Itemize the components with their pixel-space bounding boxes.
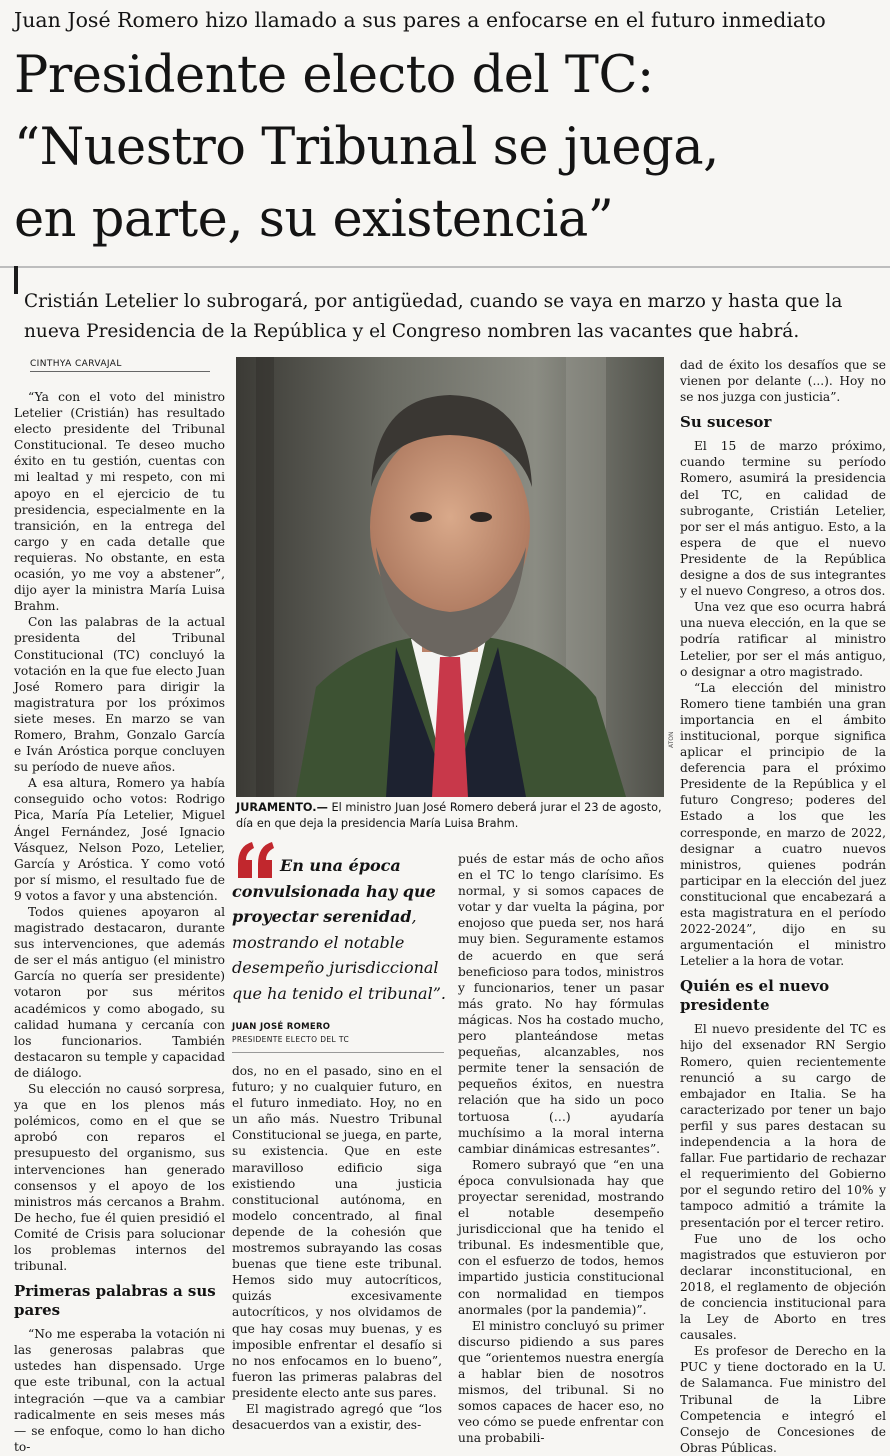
paragraph: “No me esperaba la votación ni las generosas palabras que ustedes han dispensado. Urge que este tribunal, con la actual integración —que va a cambiar radicalmente en seis meses más— se enfoque, como lo han dicho to- (14, 1327, 225, 1454)
portrait-photo (236, 357, 664, 797)
pull-quote-lead: En una época convulsionada hay que proyectar serenidad (232, 856, 436, 927)
paragraph: El 15 de marzo próximo, cuando termine su período Romero, asumirá la presidencia del TC, en calidad de subrogante, Cristián Letelier, por ser el más antiguo. Esto, a la espera de que el nuevo Presidente de la República designe a dos de sus integrantes y el nuevo Congreso, a otros dos. (680, 439, 886, 599)
headline-line-2: “Nuestro Tribunal se juega, (14, 118, 719, 177)
portrait-illustration (236, 357, 664, 797)
deck-line-2: nueva Presidencia de la República y el Congreso nombren las vacantes que habrá. (24, 321, 800, 342)
article-column-4 (680, 357, 886, 1455)
paragraph: Todos quienes apoyaron al magistrado destacaron, durante sus intervenciones, que además de ser el más antiguo (el ministro García no quería ser presidente) votaron por sus méritos académicos y como abogado, su calidad humana y cercanía con los funcionarios. También destacaron su temple y capacidad de diálogo. (14, 905, 225, 1080)
pull-quote-rest: , mostrando el notable desempeño jurisdiccional que ha tenido el tribunal”. (232, 907, 446, 1003)
paragraph: El magistrado agregó que “los desacuerdos van a existir, des- (232, 1401, 442, 1433)
article-column-3 (458, 851, 664, 1446)
byline: CINTHYA CARVAJAL (30, 359, 210, 372)
pull-quote (232, 853, 446, 1007)
paragraph: Su elección no causó sorpresa, ya que en los plenos más polémicos, como en el que se aprobó con reparos el presupuesto del organismo, sus intervenciones han generado consensos y el apoyo de los ministros más cercanos a Brahm. De hecho, fue él quien presidió el Comité de Crisis para solucionar los problemas internos del tribunal. (14, 1082, 225, 1274)
subhead-primeras-palabras: Primeras palabras a sus pares (14, 1282, 216, 1320)
pull-quote-attribution-name: JUAN JOSÉ ROMERO (232, 1022, 331, 1032)
deck-marker (14, 266, 18, 294)
paragraph: Romero subrayó que “en una época convulsionada hay que proyectar serenidad, mostrando el notable desempeño jurisdiccional que ha tenido el tribunal. Es indesmentible que, con el esfuerzo de todos, hemos impartido justicia constitucional con normalidad en tiempos anormales (por la pandemia)”. (458, 1157, 664, 1317)
headline-line-3: en parte, su existencia” (14, 190, 614, 249)
paragraph: Con las palabras de la actual presidenta del Tribunal Constitucional (TC) concluyó la votación en la que fue electo Juan José Romero para dirigir la magistratura por los próximos siete meses. En marzo se van Romero, Brahm, Gonzalo García e Iván Aróstica porque concluyen su período de nueve años. (14, 615, 225, 775)
paragraph: “La elección del ministro Romero tiene también una gran importancia en el ámbito institucional, porque significa aplicar el principio de la deferencia para el próximo Presidente de la República y el futuro Congreso; poderes del Estado a los que les corresponde, en marzo de 2022, designar a cuatro nuevos ministros, quienes podrán participar en la elección del juez constitucional que encabezará a esta magistratura en el período 2022-2024”, dijo en su argumentación el ministro Letelier a la hora de votar. (680, 680, 886, 969)
article-column-2 (232, 1063, 442, 1435)
paragraph: “Ya con el voto del ministro Letelier (Cristián) has resultado electo presidente del Tribunal Constitucional. Te deseo mucho éxito en tu gestión, cuentas con mi lealtad y mi respeto, con mi apoyo en el ejercicio de tu presidencia, especialmente en la transición, en la entrega del cargo y en cada detalle que requieras. No obstante, en esta ocasión, yo me voy a abstener”, dijo ayer la ministra María Luisa Brahm. (14, 390, 225, 614)
paragraph: A esa altura, Romero ya había conseguido ocho votos: Rodrigo Pica, María Pía Letelier, Miguel Ángel Fernández, José Ignacio Vásquez, Nelson Pozo, Letelier, García y Aróstica. Y como votó por sí mismo, el resultado fue de 9 votos a favor y una abstención. (14, 776, 225, 903)
paragraph: El nuevo presidente del TC es hijo del exsenador RN Sergio Romero, quien recientemente renunció a su cargo de embajador en Italia. Se ha caracterizado por tener un bajo perfil y sus pares destacan su independencia a la hora de fallar. Fue partidario de rechazar el requerimiento del Gobierno por el segundo retiro del 10% y tampoco admitió a trámite la presentación por el tercer retiro. (680, 1022, 886, 1230)
paragraph: pués de estar más de ocho años en el TC lo tengo clarísimo. Es normal, y si somos capaces de votar y dar vuelta la página, por enojoso que pueda ser, nos hará muy bien. Seguramente estamos de acuerdo en que será beneficioso para todos, ministros y funcionarios, tener un pasar más grato. No hay fórmulas mágicas. Nos ha costado mucho, pero planteándose metas pequeñas, alcanzables, nos permite tener la sensación de pequeños éxitos, en nuestra relación que ha sido un poco tortuosa (…) ayudaría muchísimo a la moral interna cambiar dinámicas estresantes”. (458, 852, 664, 1156)
paragraph: dad de éxito los desafíos que se vienen por delante (...). Hoy no se nos juzga con justicia”. (680, 358, 886, 405)
subhead-quien-es: Quién es el nuevo presidente (680, 977, 830, 1015)
paragraph: Una vez que eso ocurra habrá una nueva elección, en la que se podría ratificar al ministro Letelier, por ser el más antiguo, o designar a otro magistrado. (680, 600, 886, 679)
headline-line-1: Presidente electo del TC: (14, 46, 654, 105)
pull-quote-rule (232, 1052, 444, 1053)
photo-caption (236, 800, 666, 832)
pull-quote-attribution-role: PRESIDENTE ELECTO DEL TC (232, 1035, 350, 1044)
paragraph: El ministro concluyó su primer discurso pidiendo a sus pares que “orientemos nuestra energía a hablar bien de nosotros mismos, del tribunal. Si no somos capaces de hacer eso, no veo cómo se puede enfrentar con una probabili- (458, 1318, 664, 1446)
subhead-su-sucesor: Su sucesor (680, 413, 772, 432)
photo-credit: ATON (668, 731, 675, 748)
caption-text: El ministro Juan José Romero deberá jurar el 23 de agosto, día en que deja la presidencia María Luisa Brahm. (236, 801, 662, 830)
article-column-1 (14, 389, 225, 1454)
deck (24, 287, 886, 347)
paragraph: dos, no en el pasado, sino en el futuro; y no cualquier futuro, en el futuro inmediato. Hoy, no en un año más. Nuestro Tribunal Constitucional se juega, en parte, su existencia. Que en este maravilloso edificio siga existiendo una justicia constitucional autónoma, en modelo concentrado, al final depende de la cohesión que mostremos subrayando las cosas buenas que tiene este tribunal. Hemos sido muy autocríticos, quizás excesivamente autocríticos, y nos olvidamos de que hay cosas muy buenas, y es imposible enfrentar el desafío si no nos enfocamos en lo bueno”, fueron las primeras palabras del presidente electo ante sus pares. (232, 1064, 442, 1400)
deck-line-1: Cristián Letelier lo subrogará, por antigüedad, cuando se vaya en marzo y hasta que la (24, 291, 843, 312)
headline (14, 40, 886, 256)
kicker: Juan José Romero hizo llamado a sus pares a enfocarse en el futuro inmediato (14, 8, 826, 32)
caption-label: JURAMENTO.— (236, 801, 328, 814)
paragraph: Es profesor de Derecho en la PUC y tiene doctorado en la U. de Salamanca. Fue ministro del Tribunal de la Libre Competencia e integró el Consejo de Concesiones de Obras Públicas. (680, 1344, 886, 1455)
paragraph: Fue uno de los ocho magistrados que estuvieron por declarar inconstitucional, en 2018, el reglamento de objeción de conciencia institucional para la Ley de Aborto en tres causales. (680, 1231, 886, 1343)
headline-rule (0, 266, 890, 268)
